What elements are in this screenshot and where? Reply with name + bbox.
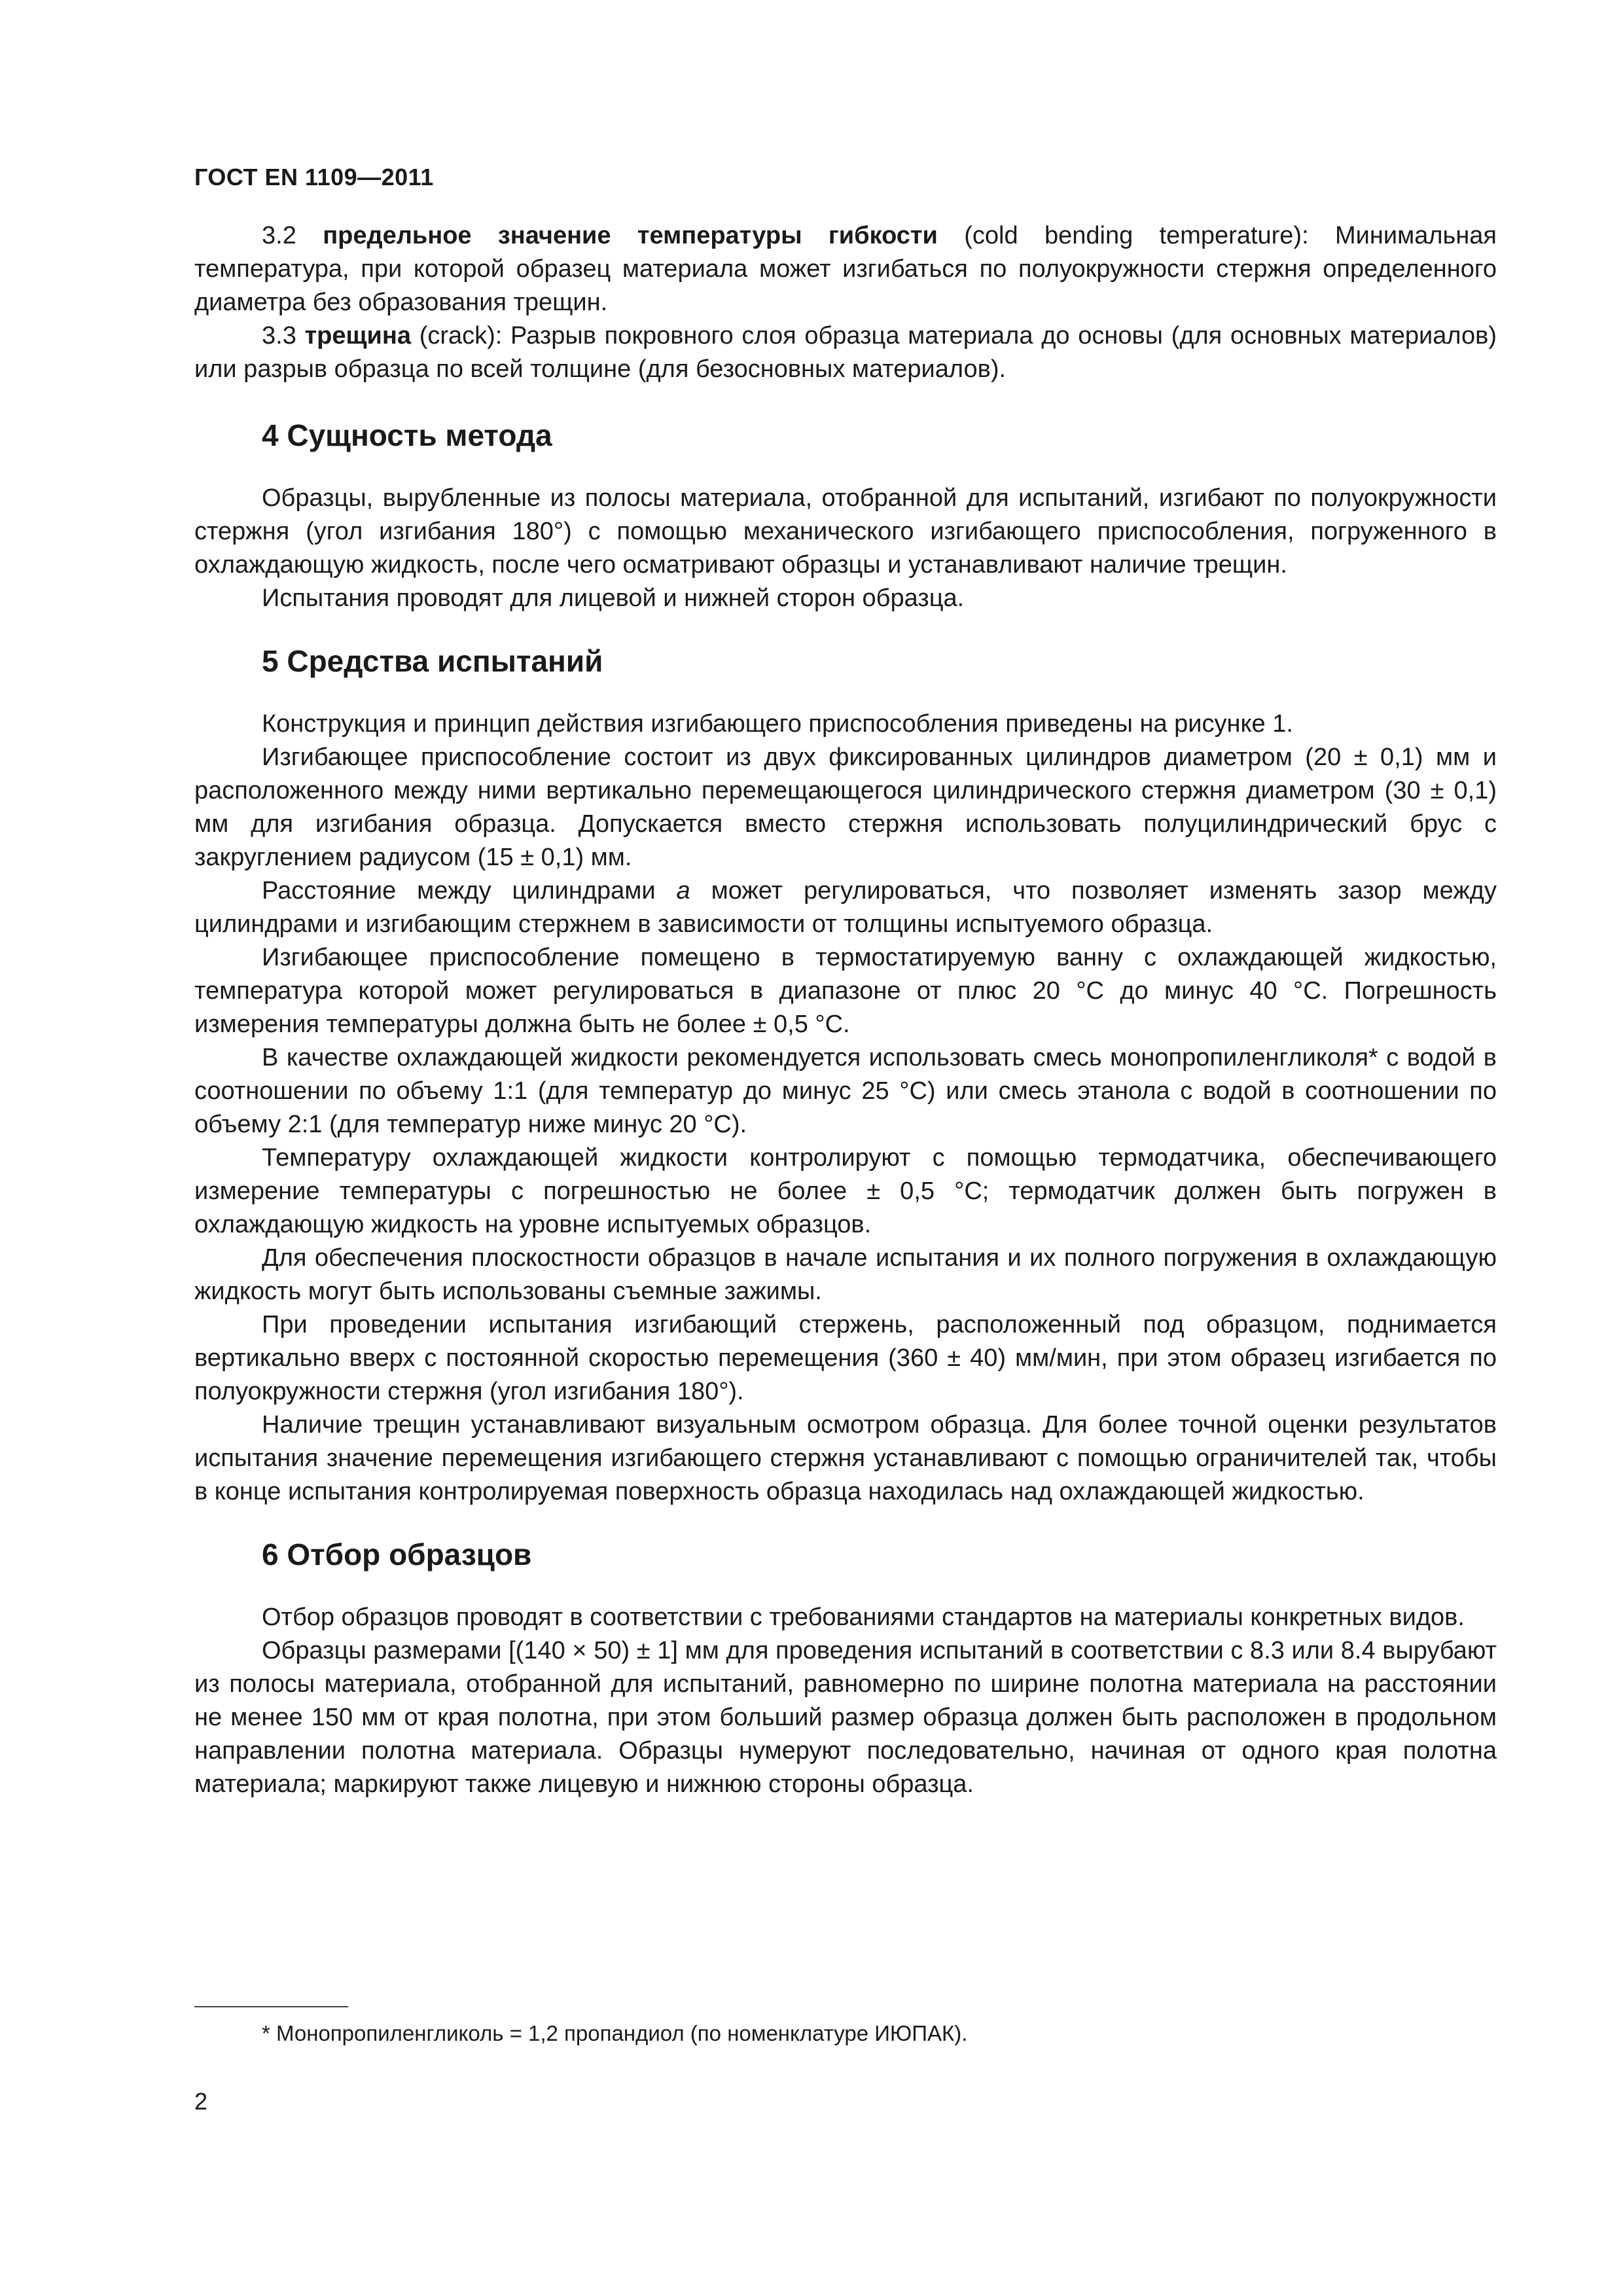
paragraph: Изгибающее приспособление помещено в термостатируемую ванну с охлаждающей жидкостью, температура которой может регулироваться в диапазоне от плюс 20 °С до минус 40 °С. Погрешность измерения температуры должна быть не более ± 0,5 °С. [194,944,1497,1038]
paragraph-distance [194,874,1497,941]
document-header: ГОСТ EN 1109—2011 [194,164,434,190]
definition-term: предельное значение температуры гибкости [323,222,938,249]
paragraph: Изгибающее приспособление состоит из двух фиксированных цилиндров диаметром (20 ± 0,1) мм и расположенного между ними вертикально перемещающегося цилиндрического стержня диаметром (30 ± 0,1) мм для изгибания образца. Допускается вместо стержня использовать полуцилиндрический брус с закруглением радиусом (15 ± 0,1) мм. [194,744,1497,871]
page-number: 2 [194,2088,208,2115]
section-heading-6: 6 Отбор образцов [262,1537,532,1571]
section-heading-5: 5 Средства испытаний [262,644,603,678]
paragraph: Образцы, вырубленные из полосы материала, отобранной для испытаний, изгибают по полуокружности стержня (угол изгибания 180°) с помощью механического изгибающего приспособления, погруженного в охлаждающую жидкость, после чего осматривают образцы и устанавливают наличие трещин. [194,484,1497,579]
definition-number: 3.2 [262,222,296,249]
paragraph: Конструкция и принцип действия изгибающего приспособления приведены на рисунке 1. [262,710,1293,738]
paragraph: Образцы размерами [(140 × 50) ± 1] мм для проведения испытаний в соответствии с 8.3 или 8.4 вырубают из полосы материала, отобранной для испытаний, равномерно по ширине полотна материала на расстоянии не менее 150 мм от края полотна, при этом больший размер образца должен быть расположен в продольном направлении полотна материала. Образцы нумеруют последовательно, начиная от одного края полотна материала; маркируют также лицевую и нижнюю стороны образца. [194,1637,1497,1798]
variable-a: a [676,877,690,905]
paragraph: Отбор образцов проводят в соответствии с требованиями стандартов на материалы конкретных видов. [262,1604,1465,1631]
definition-text: (crack): Разрыв покровного слоя образца материала до основы (для основных материалов) или разрыв образца по всей толщине (для безосновных материалов). [194,322,1497,383]
definition-text: (cold bending temperature): Минимальная температура, при которой образец материала может изгибаться по полуокружности стержня определенного диаметра без образования трещин. [194,222,1497,316]
definition-3-2 [194,219,1497,319]
document-body [194,219,1497,1801]
text-span: Расстояние между цилиндрами [262,877,656,905]
definition-number: 3.3 [262,322,296,350]
section-heading-4: 4 Сущность метода [262,418,552,452]
definition-term: трещина [304,322,411,350]
paragraph: Наличие трещин устанавливают визуальным осмотром образца. Для более точной оценки результатов испытания значение перемещения изгибающего стержня устанавливают с помощью ограничителей так, чтобы в конце испытания контролируемая поверхность образца находилась над охлаждающей жидкостью. [194,1411,1497,1505]
text-span: может регулироваться, что позволяет изменять зазор между цилиндрами и изгибающим стержнем в зависимости от толщины испытуемого образца. [194,877,1497,938]
paragraph: Испытания проводят для лицевой и нижней сторон образца. [262,584,965,612]
paragraph: Для обеспечения плоскостности образцов в начале испытания и их полного погружения в охлаждающую жидкость могут быть использованы съемные зажимы. [194,1244,1497,1305]
footnote-divider [194,2006,348,2007]
paragraph: В качестве охлаждающей жидкости рекомендуется использовать смесь монопропиленгликоля* с водой в соотношении по объему 1:1 (для температур до минус 25 °С) или смесь этанола с водой в соотношении по объему 2:1 (для температур ниже минус 20 °С). [194,1044,1497,1138]
paragraph: При проведении испытания изгибающий стержень, расположенный под образцом, поднимается вертикально вверх с постоянной скоростью перемещения (360 ± 40) мм/мин, при этом образец изгибается по полуокружности стержня (угол изгибания 180°). [194,1311,1497,1405]
paragraph: Температуру охлаждающей жидкости контролируют с помощью термодатчика, обеспечивающего измерение температуры с погрешностью не более ± 0,5 °С; термодатчик должен быть погружен в охлаждающую жидкость на уровне испытуемых образцов. [194,1144,1497,1238]
definition-3-3 [194,319,1497,386]
footnote: * Монопропиленгликоль = 1,2 пропандиол (по номенклатуре ИЮПАК). [262,2021,968,2045]
